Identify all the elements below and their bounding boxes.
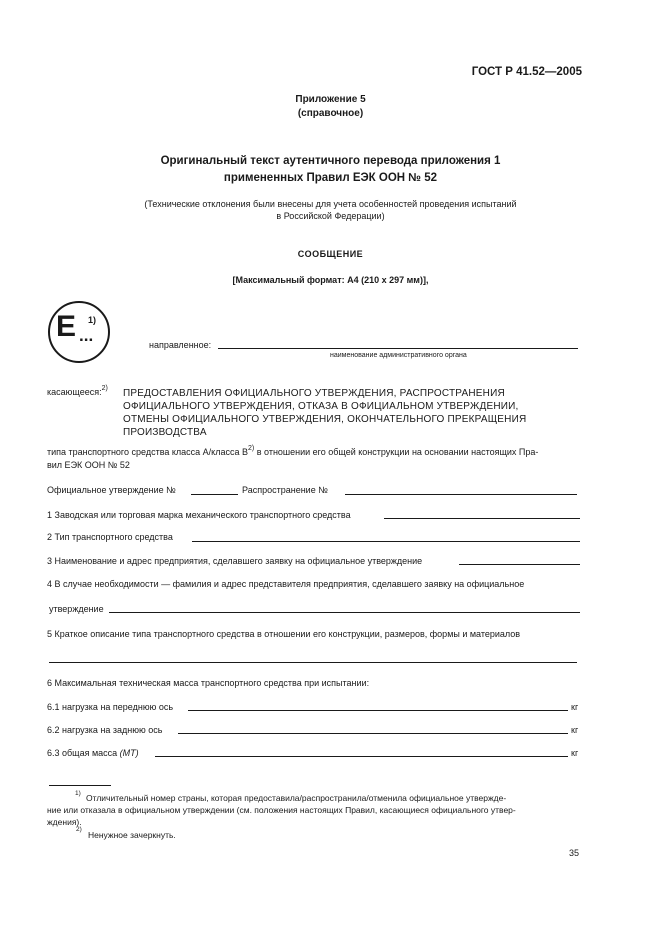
item-6-1-label: 6.1 нагрузка на переднюю ось	[47, 702, 174, 712]
item-3-label: 3 Наименование и адрес предприятия, сделавшего заявку на официальное утверждение	[47, 556, 423, 566]
vehicle-type-line1: типа транспортного средства класса А/класса $В^{2)}$ в отношении его общей конструкции на основании настоящих Пра-	[47, 445, 539, 457]
sent-to-line[interactable]	[218, 348, 578, 349]
approval-number-line[interactable]	[191, 494, 238, 495]
item-4-label: 4 В случае необходимости — фамилия и адрес представителя предприятия, сделавшего заявку на официальное	[47, 579, 525, 589]
item-1-line[interactable]	[384, 518, 580, 519]
appendix-heading-line2: примененных Правил ЕЭК ООН № 52	[223, 172, 438, 184]
concerning-label: касающееся:$^{2)}$	[47, 385, 108, 397]
item-5-line[interactable]	[49, 662, 577, 663]
concerning-options	[123, 387, 526, 439]
item-2-line[interactable]	[192, 541, 580, 542]
item-6-1-unit: кг	[571, 702, 579, 712]
item-6-3-label: 6.3 общая масса (МТ)	[47, 748, 139, 758]
item-6-2-line[interactable]	[178, 733, 568, 734]
page-number: 35	[569, 848, 580, 858]
item-4-line[interactable]	[109, 612, 580, 613]
emblem-dots: ...	[79, 326, 94, 345]
item-5-label: 5 Краткое описание типа транспортного средства в отношении его конструкции, размеров, формы и материалов	[47, 629, 521, 639]
item-6-1-line[interactable]	[188, 710, 568, 711]
footnote-1-line1: Отличительный номер страны, которая предоставила/распространила/отменила официальное утвержде-	[86, 793, 507, 803]
item-2-label: 2 Тип транспортного средства	[47, 532, 173, 542]
emblem-footnote-mark: 1)	[88, 315, 97, 325]
footnote-2-mark: 2)	[76, 826, 82, 833]
footnote-2-text: Ненужное зачеркнуть.	[88, 830, 176, 840]
extension-number-line[interactable]	[345, 494, 577, 495]
footnote-1-line3: ждения).	[47, 817, 82, 827]
sent-to-label: направленное:	[149, 340, 212, 350]
message-format: [Максимальный формат: А4 (210 х 297 мм)],	[232, 275, 429, 285]
footnote-divider	[49, 785, 111, 786]
appendix-heading-line1: Оригинальный текст аутентичного перевода приложения 1	[160, 155, 501, 167]
concerning-line-1: ПРЕДОСТАВЛЕНИЯ ОФИЦИАЛЬНОГО УТВЕРЖДЕНИЯ, РАСПРОСТРАНЕНИЯ	[123, 388, 505, 399]
item-4-continuation: утверждение	[49, 604, 104, 614]
message-title: СООБЩЕНИЕ	[297, 249, 364, 259]
footnote-1-line2: ние или отказала в официальном утверждении (см. положения настоящих Правил, касающиеся официального утвер-	[47, 805, 516, 815]
standard-number: ГОСТ Р 41.52—2005	[471, 66, 582, 78]
emblem-letter: E	[56, 310, 77, 343]
concerning-line-2: ОФИЦИАЛЬНОГО УТВЕРЖДЕНИЯ, ОТКАЗА В ОФИЦИАЛЬНОМ УТВЕРЖДЕНИИ,	[123, 401, 519, 412]
sent-to-caption: наименование административного органа	[330, 352, 467, 359]
concerning-line-3: ОТМЕНЫ ОФИЦИАЛЬНОГО УТВЕРЖДЕНИЯ, ОКОНЧАТЕЛЬНОГО ПРЕКРАЩЕНИЯ	[123, 414, 527, 425]
concerning-line-4: ПРОИЗВОДСТВА	[123, 427, 207, 438]
extension-number-label: Распространение №	[242, 485, 328, 495]
footnote-1-mark: 1)	[75, 790, 81, 797]
item-6-label: 6 Максимальная техническая масса транспортного средства при испытании:	[47, 678, 370, 688]
appendix-title: Приложение 5	[295, 94, 366, 105]
approval-mark-emblem	[48, 301, 110, 363]
item-6-3-line[interactable]	[155, 756, 568, 757]
item-3-line[interactable]	[459, 564, 580, 565]
item-6-2-unit: кг	[571, 725, 579, 735]
item-6-2-label: 6.2 нагрузка на заднюю ось	[47, 725, 163, 735]
vehicle-type-line2: вил ЕЭК ООН № 52	[47, 460, 130, 470]
appendix-note-line1: (Технические отклонения были внесены для учета особенностей проведения испытаний	[144, 199, 517, 209]
approval-number-label: Официальное утверждение №	[47, 485, 176, 495]
item-1-label: 1 Заводская или торговая марка механического транспортного средства	[47, 510, 351, 520]
appendix-kind: (справочное)	[297, 108, 364, 119]
item-6-3-unit: кг	[571, 748, 579, 758]
appendix-note-line2: в Российской Федерации)	[276, 211, 385, 221]
